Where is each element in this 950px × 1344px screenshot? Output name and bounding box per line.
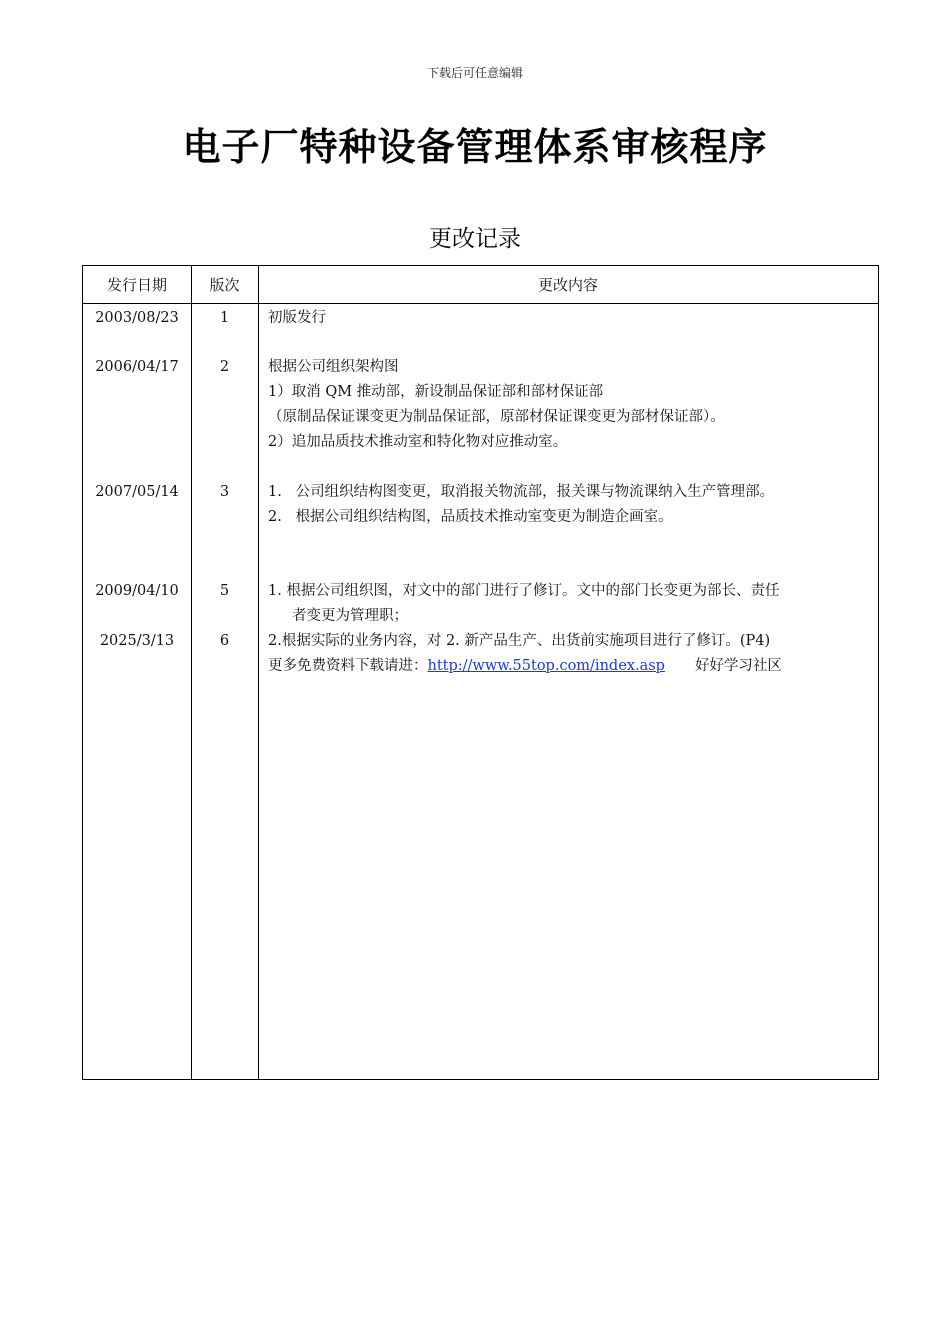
row-version: 1 [219, 310, 230, 326]
row-date: 2025/3/13 [99, 633, 175, 649]
download-note [268, 654, 874, 679]
row-content-line: 1）取消 QM 推动部，新设制品保证部和部材保证部 [268, 384, 604, 400]
row-date: 2003/08/23 [95, 310, 179, 326]
row-version: 5 [219, 583, 230, 599]
row-content-line: 2.根据实际的业务内容，对 2. 新产品生产、出货前实施项目进行了修订。(P4) [268, 633, 771, 649]
row-version: 3 [219, 484, 230, 500]
community-name: 好好学习社区 [694, 658, 782, 674]
row-version: 2 [219, 359, 230, 375]
row-date: 2006/04/17 [95, 359, 179, 375]
header-content: 更改内容 [537, 276, 598, 294]
row-content-line: （原制品保证课变更为制品保证部，原部材保证课变更为部材保证部）。 [268, 409, 725, 425]
header-version: 版次 [209, 276, 240, 294]
change-log-table [82, 265, 879, 1080]
header-date: 发行日期 [106, 276, 167, 294]
download-prefix: 更多免费资料下载请进： [268, 658, 428, 674]
header-note: 下载后可任意编辑 [426, 66, 523, 80]
column-divider [191, 266, 192, 1079]
row-date: 2009/04/10 [95, 583, 179, 599]
row-content-line: 1. 根据公司组织图，对文中的部门进行了修订。文中的部门长变更为部长、责任 [268, 583, 780, 599]
row-version: 6 [219, 633, 230, 649]
row-content-line: 2）追加品质技术推动室和特化物对应推动室。 [268, 434, 568, 450]
row-date: 2007/05/14 [95, 484, 179, 500]
row-content-line: 2. 根据公司组织结构图，品质技术推动室变更为制造企画室。 [268, 509, 673, 525]
column-divider [258, 266, 259, 1079]
row-content-line: 根据公司组织架构图 [268, 359, 399, 375]
section-title: 更改记录 [429, 226, 521, 252]
download-link[interactable]: http://www.55top.com/index.asp [427, 658, 665, 674]
document-title: 电子厂特种设备管理体系审核程序 [182, 125, 768, 169]
row-content-line: 1. 公司组织结构图变更，取消报关物流部，报关课与物流课纳入生产管理部。 [268, 484, 775, 500]
row-content-line: 者变更为管理职； [292, 608, 408, 624]
row-content-line: 初版发行 [268, 310, 326, 326]
